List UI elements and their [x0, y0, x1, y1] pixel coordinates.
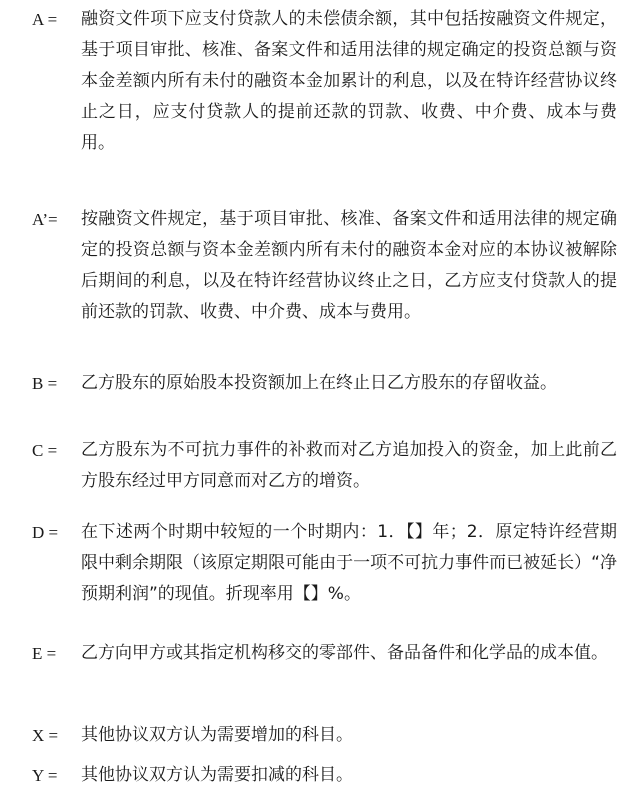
definition-label: C = [32, 441, 58, 460]
definition-text: 在下述两个时期中较短的一个时期内：1．【】年；2．原定特许经营期限中剩余期限（该原定期限可能由于一项不可抗力事件而已被延长）“净预期利润”的现值。折现率用【】%。 [81, 522, 617, 604]
definition-text: 乙方向甲方或其指定机构移交的零部件、备品备件和化学品的成本值。 [81, 643, 608, 663]
definition-text: 融资文件项下应支付贷款人的未偿债余额，其中包括按融资文件规定，基于项目审批、核准、备案文件和适用法律的规定确定的投资总额与资本金差额内所有未付的融资本金加累计的利息，以及在特许经营协议终止之日，应支付贷款人的提前还款的罚款、收费、中介费、成本与费用。 [81, 9, 617, 153]
definition-text: 乙方股东为不可抗力事件的补救而对乙方追加投入的资金，加上此前乙方股东经过甲方同意而对乙方的增资。 [81, 440, 617, 491]
definition-text: 按融资文件规定，基于项目审批、核准、备案文件和适用法律的规定确定的投资总额与资本金差额内所有未付的融资本金对应的本协议被解除后期间的利息，以及在特许经营协议终止之日，乙方应支付贷款人的提前还款的罚款、收费、中介费、成本与费用。 [81, 209, 617, 322]
definition-label: A = [32, 10, 58, 29]
definition-text: 其他协议双方认为需要扣减的科目。 [81, 765, 353, 785]
definition-label: E = [32, 644, 57, 663]
definition-label: A’= [32, 210, 58, 229]
definition-label: Y = [32, 766, 58, 785]
definition-label: X = [32, 726, 59, 745]
definition-label: B = [32, 374, 58, 393]
definition-text: 乙方股东的原始股本投资额加上在终止日乙方股东的存留收益。 [81, 373, 557, 393]
definition-label: D = [32, 523, 59, 542]
definition-text: 其他协议双方认为需要增加的科目。 [81, 725, 353, 745]
